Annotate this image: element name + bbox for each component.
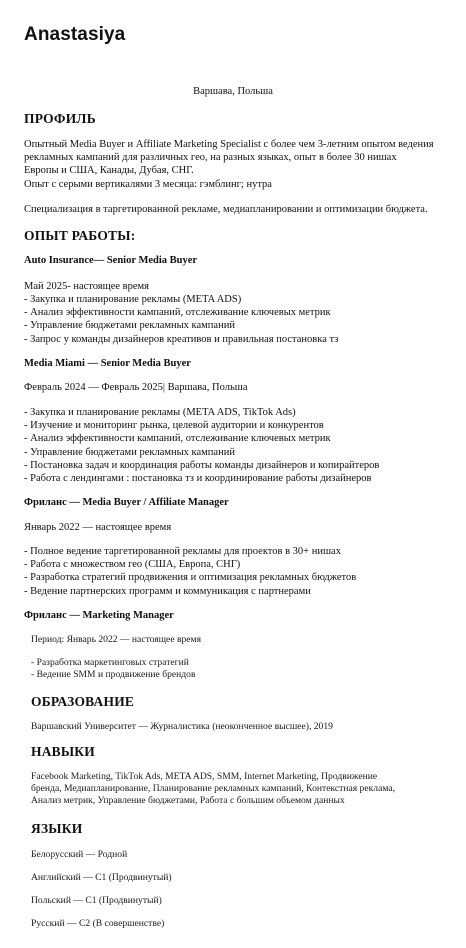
profile-heading: ПРОФИЛЬ xyxy=(24,111,96,126)
language-item: Английский — C1 (Продвинутый) xyxy=(31,872,172,883)
language-item: Белорусский — Родной xyxy=(31,849,128,860)
job-title: Фриланс — Media Buyer / Affiliate Manager xyxy=(24,497,229,508)
job-title: Auto Insurance— Senior Media Buyer xyxy=(24,255,198,266)
skills-heading: НАВЫКИ xyxy=(31,744,96,759)
skills-line: Анализ метрик, Управление бюджетами, Работа с большим объемом данных xyxy=(31,794,345,806)
profile-summary xyxy=(24,138,454,191)
job-duty-item: - Ведение партнерских программ и коммуникация с партнерами xyxy=(24,585,311,597)
skills-line: бренда, Медиапланирование, Планирование рекламных кампаний, Контекстная реклама, xyxy=(31,782,395,794)
job-duty-item: - Изучение и мониторинг рынка, целевой аудитории и конкурентов xyxy=(24,420,324,432)
job-duty-item: - Управление бюджетами рекламных кампаний xyxy=(24,446,235,458)
profile-specialization: Специализация в таргетированной рекламе, медиапланировании и оптимизации бюджета. xyxy=(24,204,428,215)
language-item: Русский — C2 (В совершенстве) xyxy=(31,918,165,929)
job-duties xyxy=(24,545,454,598)
profile-summary-line: рекламных кампаний для различных гео, на разных языках, опыт в более 30 нишах xyxy=(24,152,397,164)
job-duty-item: - Разработка маркетинговых стратегий xyxy=(31,657,189,668)
job-duties xyxy=(24,293,454,346)
job-duty-item: - Закупка и планирование рекламы (META ADS, TikTok Ads) xyxy=(24,407,296,418)
job-duty-item: - Анализ эффективности кампаний, отслеживание ключевых метрик xyxy=(24,307,331,319)
skills-line: Facebook Marketing, TikTok Ads, META ADS, SMM, Internet Marketing, Продвижение xyxy=(31,771,378,782)
profile-summary-line: Европы и США, Канады, Дубая, СНГ. xyxy=(24,165,194,177)
candidate-name: Anastasiya xyxy=(24,24,126,45)
job-duty-item: - Полное ведение таргетированной рекламы для проектов в 30+ нишах xyxy=(24,546,341,557)
profile-summary-line: Опыт с серыми вертикалями 3 месяца: гэмблинг; нутра xyxy=(24,178,272,190)
job-period: Период: Январь 2022 — настоящее время xyxy=(31,634,202,645)
languages-heading: ЯЗЫКИ xyxy=(31,821,83,836)
job-duty-item: - Закупка и планирование рекламы (META ADS) xyxy=(24,294,242,305)
job-duty-item: - Разработка стратегий продвижения и оптимизация рекламных бюджетов xyxy=(24,572,357,584)
job-duty-item: - Управление бюджетами рекламных кампаний xyxy=(24,320,235,332)
skills-text xyxy=(31,771,451,806)
job-title: Фриланс — Marketing Manager xyxy=(24,610,174,621)
job-duty-item: - Анализ эффективности кампаний, отслеживание ключевых метрик xyxy=(24,433,331,445)
job-duties xyxy=(24,406,454,485)
job-duty-item: - Запрос у команды дизайнеров креативов и правильная постановка тз xyxy=(24,333,339,345)
job-period: Февраль 2024 — Февраль 2025| Варшава, Польша xyxy=(24,382,248,393)
job-duty-item: - Постановка задач и координация работы команды дизайнеров и копирайтеров xyxy=(24,459,380,471)
experience-heading: ОПЫТ РАБОТЫ: xyxy=(24,228,136,243)
job-duty-item: - Работа с лендингами : постановка тз и координирование работы дизайнеров xyxy=(24,473,372,485)
job-period: Январь 2022 — настоящее время xyxy=(24,522,172,533)
job-period: Май 2025- настоящее время xyxy=(24,281,150,292)
education-text: Варшавский Университет — Журналистика (неоконченное высшее), 2019 xyxy=(31,721,333,732)
job-duty-item: - Работа с множеством гео (США, Европа, СНГ) xyxy=(24,559,241,571)
profile-summary-line: Опытный Media Buyer и Affiliate Marketing Specialist с более чем 3-летним опытом ведения xyxy=(24,139,434,150)
education-heading: ОБРАЗОВАНИЕ xyxy=(31,694,135,709)
job-duties xyxy=(31,657,451,681)
job-duty-item: - Ведение SMM и продвижение брендов xyxy=(31,668,196,680)
language-item: Польский — C1 (Продвинутый) xyxy=(31,895,162,906)
job-title: Media Miami — Senior Media Buyer xyxy=(24,358,191,369)
candidate-location: Варшава, Польша xyxy=(193,86,273,97)
